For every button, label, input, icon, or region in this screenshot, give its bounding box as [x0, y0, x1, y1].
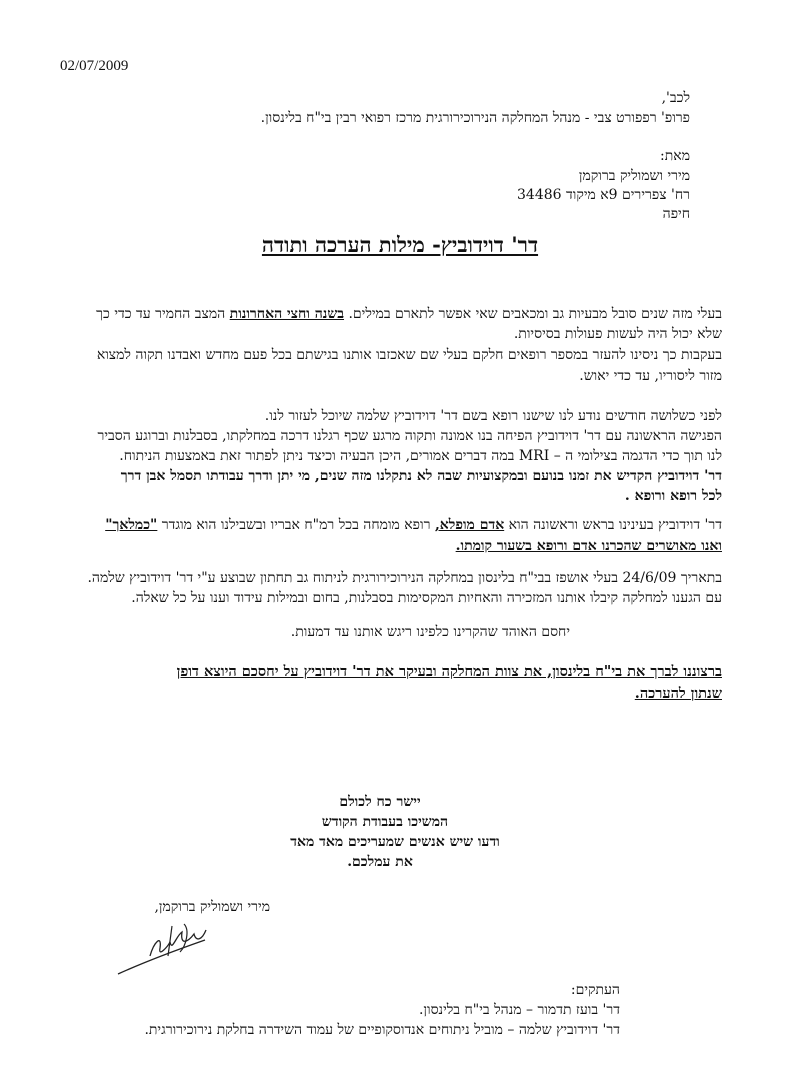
p6-line-2: שנתון להערכה. [634, 685, 722, 702]
p2-line-1: לפני כשלושה חודשים נודע לנו שישנו רופא בשם דר' דוידוביץ שלמה שיוכל לעזור לנו. [264, 408, 722, 424]
cc-line-1: דר' בועז תדמור – מנהל בי"ח בלינסון. [418, 1002, 620, 1018]
p1-text-c: המצב החמיר עד כדי כך [96, 306, 226, 322]
p3-emphasis-2: "כמלאך" [105, 517, 158, 533]
p1-emphasis: בשנה וחצי האחרונות [229, 306, 345, 322]
closing-line-1: יישר כח לכולם [339, 794, 421, 810]
letter-date: 02/07/2009 [60, 58, 129, 74]
p2-line-5: לכל רופא ורופא . [624, 488, 722, 504]
p6-line-1: ברצוננו לברך את בי"ח בלינסון, את צוות המחלקה ובעיקר את דר' דוידוביץ על יחסכם היוצא דופן [176, 663, 722, 680]
p1-line-4: מזור ליסוריו, עד כדי יאוש. [579, 368, 722, 384]
from-city: חיפה [662, 206, 690, 222]
handwritten-signature-icon [110, 912, 220, 982]
closing-line-2: המשיכו בעבודת הקודש [321, 814, 449, 830]
p3-line-1 [62, 515, 722, 535]
p5-line: יחסם האוהד שהקרינו כלפינו ריגש אותנו עד דמעות. [290, 624, 570, 640]
p2-line-4: דר' דוידוביץ הקדיש את זמנו בנועם ובמקצועיות שבה לא נתקלנו מזה שנים, מי יתן ודרך עבודתו תסמל אבן דרך [120, 468, 722, 484]
p3-emphasis-1: אדם מופלא, [434, 517, 505, 533]
p4-line-2: עם הגענו למחלקה קיבלו אותנו המזכירה והאחיות המקסימות בסבלנות, בחום ובמילות עידוד וענו על כל שאלה. [131, 590, 722, 606]
to-label: לכב', [661, 90, 690, 106]
to-recipient: פרופ' רפפורט צבי - מנהל המחלקה הנירוכירורגית מרכז רפואי רבין בי"ח בלינסון. [260, 110, 690, 126]
closing-line-3: ודעו שיש אנשים שמעריכים מאד מאד [290, 834, 500, 850]
p1-text-a: בעלי מזה שנים סובל מבעיות גב ומכאבים שאי אפשר לתארם במילים. [348, 306, 722, 322]
from-address: רח' צפרירים 9א מיקוד 34486 [517, 187, 690, 203]
from-label: מאת: [660, 148, 690, 164]
p1-line-1 [62, 304, 722, 324]
cc-line-2: דר' דוידוביץ שלמה – מוביל ניתוחים אנדוסקופיים של עמוד השידרה בחלקת נירוכירורגית. [144, 1022, 620, 1038]
p1-line-3: בעקבות כך ניסינו להעזר במספר רופאים חלקם בעלי שם שאכזבו אותנו בגישתם בכל פעם מחדש ואבדנו תקוה למצוא [96, 347, 722, 363]
from-name: מירי ושמוליק ברוקמן [578, 168, 690, 184]
p4-line-1: בתאריך 24/6/09 בעלי אושפז בבי"ח בלינסון במחלקה הנירוכירורגית לניתוח גב תחתון שבוצע ע"י דר' דוידוביץ שלמה. [87, 570, 722, 586]
cc-label: העתקים: [570, 982, 620, 998]
signature-name: מירי ושמוליק ברוקמן, [154, 899, 270, 915]
p2-line-2: הפגישה הראשונה עם דר' דוידוביץ הפיחה בנו אמונה ותקוה מרגע שכף רגלנו דרכה במחלקתו, בסבלנות וברוגע הסביר [97, 428, 722, 444]
p3-text-c: רופא מומחה בכל רמ"ח אבריו ובשבילנו הוא מוגדר [161, 517, 431, 533]
p2-line-3: לנו תוך כדי הדגמה בצילומי ה – MRI במה דברים אמורים, היכן הבעיה וכיצד ניתן לפתור זאת באמצעות הניתוח. [119, 448, 722, 464]
p3-line-2: ואנו מאושרים שהכרנו אדם ורופא בשעור קומתו. [455, 538, 722, 554]
letter-title: דר' דוידוביץ- מילות הערכה ותודה [261, 232, 539, 257]
p3-text-a: דר' דוידוביץ בעינינו בראש וראשונה הוא [508, 517, 722, 533]
p1-line-2: שלא יכול היה לעשות פעולות בסיסיות. [513, 326, 722, 342]
closing-line-4: את עמלכם. [347, 854, 413, 870]
